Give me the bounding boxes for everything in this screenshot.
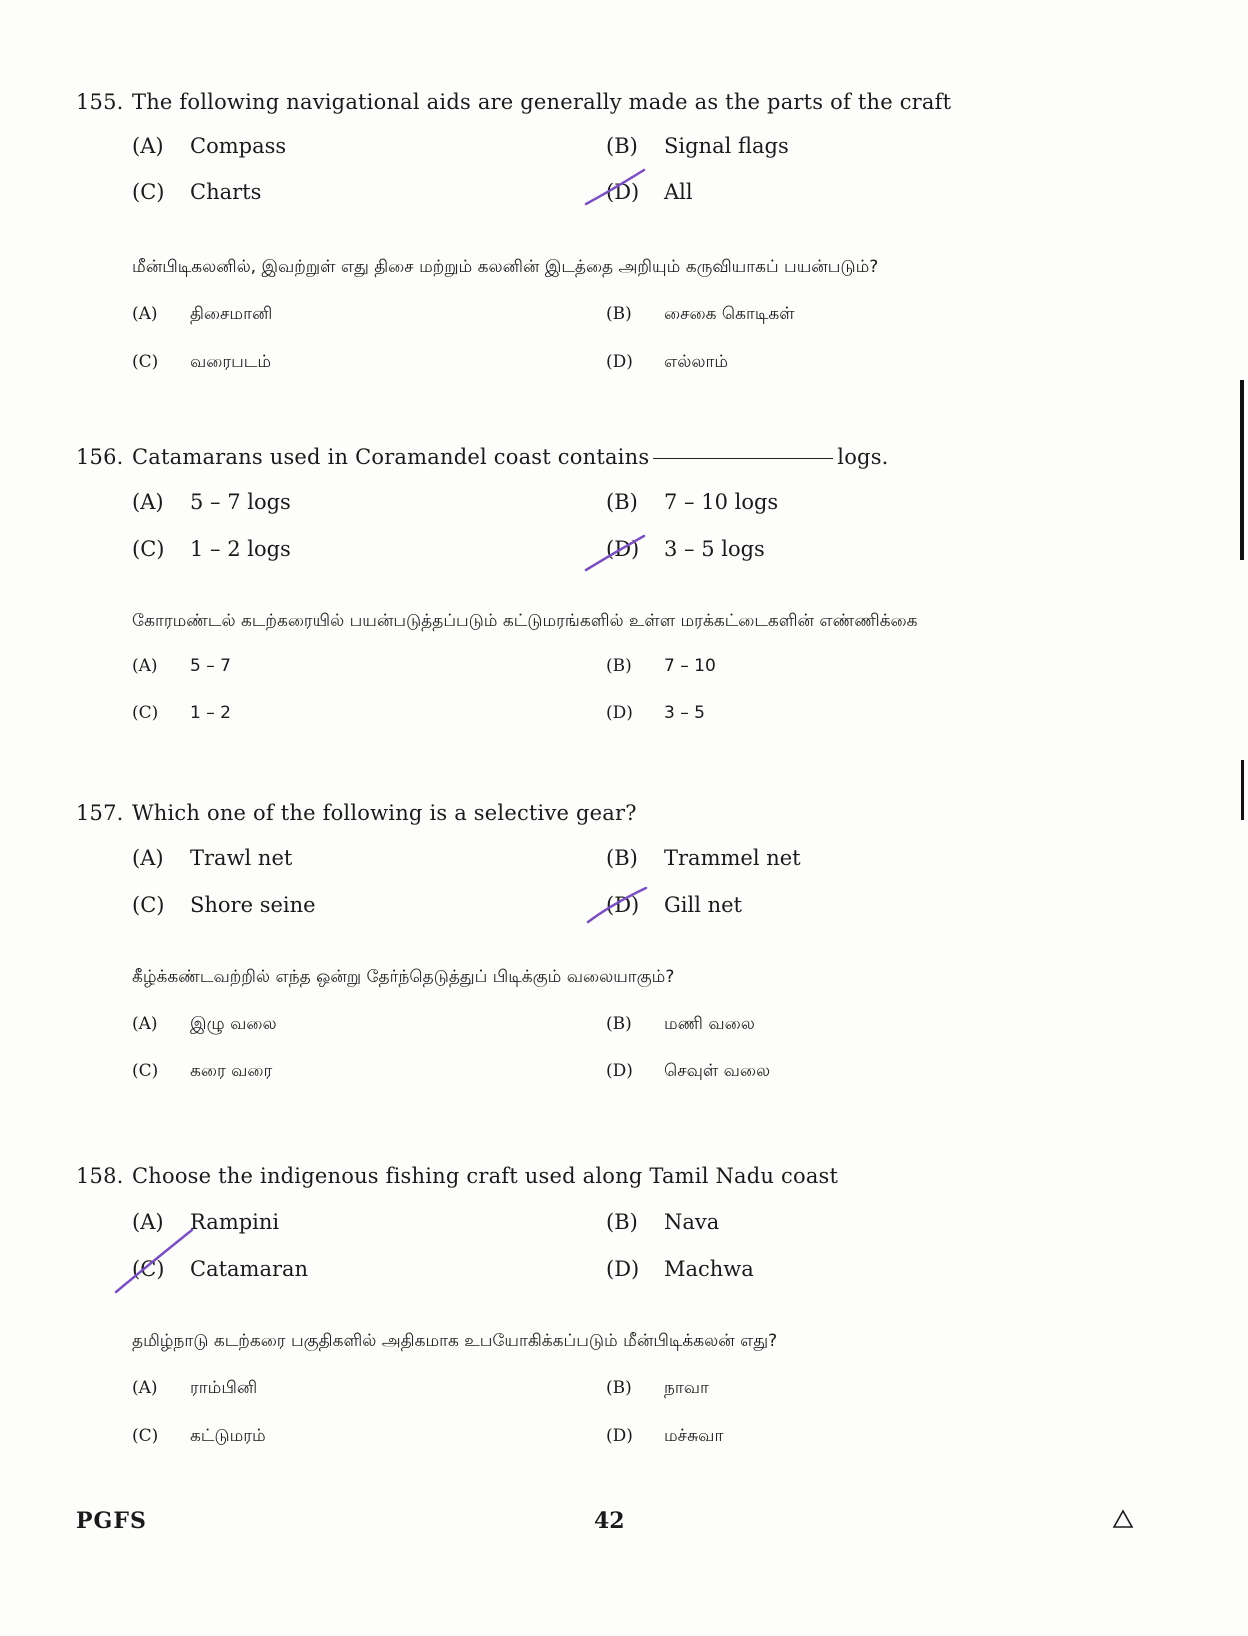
- question-text: [76, 90, 951, 114]
- option-d: [606, 537, 765, 561]
- option-label: (D): [606, 703, 633, 723]
- option-text: 3 – 5: [664, 703, 705, 723]
- option-label: (A): [132, 846, 164, 870]
- option-label: (A): [132, 656, 158, 676]
- option-d: [606, 893, 742, 917]
- option-label: (B): [606, 1014, 632, 1034]
- option-label: (B): [606, 846, 638, 870]
- option-a: [132, 134, 286, 158]
- option-text: Nava: [664, 1210, 720, 1234]
- tamil-option-c: [132, 1426, 266, 1448]
- option-label: (C): [132, 703, 159, 723]
- option-text: 3 – 5 logs: [664, 537, 765, 561]
- option-text: All: [664, 180, 693, 204]
- option-text: திசைமானி: [190, 304, 273, 324]
- option-label: (D): [606, 537, 640, 561]
- option-label: (B): [606, 656, 632, 676]
- tamil-question-text: மீன்பிடிகலனில், இவற்றுள் எது திசை மற்றும் கலனின் இடத்தை அறியும் கருவியாகப் பயன்படும்?: [132, 257, 879, 277]
- option-label: (C): [132, 1426, 159, 1446]
- option-text: 5 – 7 logs: [190, 490, 291, 514]
- option-text: 7 – 10: [664, 656, 716, 676]
- option-text: 5 – 7: [190, 656, 231, 676]
- option-label: (C): [132, 1061, 159, 1081]
- question-stem-end: logs.: [837, 445, 889, 469]
- option-label: (A): [132, 134, 164, 158]
- option-text: Trammel net: [664, 846, 801, 870]
- tamil-option-b: [606, 1014, 755, 1036]
- tamil-option-d: [606, 352, 728, 374]
- option-text: கரை வரை: [190, 1061, 273, 1081]
- scan-edge-mark: [1240, 380, 1244, 560]
- option-d: [606, 180, 693, 204]
- option-label: (D): [606, 352, 633, 372]
- option-label: (B): [606, 304, 632, 324]
- option-text: இழு வலை: [190, 1014, 277, 1034]
- option-label: (C): [132, 180, 165, 204]
- tamil-option-a: [132, 656, 231, 676]
- option-label: (B): [606, 1210, 638, 1234]
- option-c: [132, 180, 261, 204]
- tamil-option-c: [132, 1061, 272, 1083]
- tamil-option-c: [132, 703, 231, 723]
- option-label: (C): [132, 352, 159, 372]
- tamil-option-a: [132, 1378, 257, 1400]
- question-text: [76, 1164, 838, 1188]
- option-label: (C): [132, 1257, 165, 1281]
- option-text: வரைபடம்: [190, 352, 271, 372]
- tamil-option-a: [132, 1014, 277, 1036]
- option-c: [132, 1257, 308, 1281]
- page-number: 42: [594, 1508, 625, 1534]
- option-label: (C): [132, 537, 165, 561]
- option-text: 1 – 2: [190, 703, 231, 723]
- triangle-icon: [1112, 1508, 1134, 1530]
- option-label: (D): [606, 180, 640, 204]
- option-c: [132, 537, 291, 561]
- tamil-question-text: கோரமண்டல் கடற்கரையில் பயன்படுத்தப்படும் கட்டுமரங்களில் உள்ள மரக்கட்டைகளின் எண்ணிக்கை: [132, 611, 918, 631]
- option-text: ராம்பினி: [190, 1378, 258, 1398]
- option-text: Gill net: [664, 893, 742, 917]
- option-label: (B): [606, 134, 638, 158]
- paper-code: PGFS: [76, 1508, 147, 1534]
- option-text: கட்டுமரம்: [190, 1426, 266, 1446]
- option-label: (B): [606, 490, 638, 514]
- tamil-question-text: தமிழ்நாடு கடற்கரை பகுதிகளில் அதிகமாக உபயோகிக்கப்படும் மீன்பிடிக்கலன் எது?: [132, 1331, 778, 1351]
- question-number: 158.: [76, 1164, 124, 1188]
- option-a: [132, 490, 291, 514]
- option-label: (A): [132, 304, 158, 324]
- option-text: Machwa: [664, 1257, 754, 1281]
- option-label: (D): [606, 1257, 640, 1281]
- answer-blank: [653, 458, 833, 459]
- option-b: [606, 846, 801, 870]
- question-stem: Catamarans used in Coramandel coast contains: [132, 445, 650, 469]
- question-number: 155.: [76, 90, 124, 114]
- option-label: (A): [132, 490, 164, 514]
- option-text: Trawl net: [190, 846, 293, 870]
- option-label: (A): [132, 1014, 158, 1034]
- option-b: [606, 1210, 719, 1234]
- option-a: [132, 846, 292, 870]
- option-label: (A): [132, 1210, 164, 1234]
- option-text: எல்லாம்: [664, 352, 729, 372]
- tamil-option-c: [132, 352, 271, 374]
- option-b: [606, 134, 789, 158]
- option-text: சைகை கொடிகள்: [664, 304, 795, 324]
- option-a: [132, 1210, 279, 1234]
- option-c: [132, 893, 316, 917]
- tamil-option-d: [606, 1061, 770, 1083]
- question-stem: Choose the indigenous fishing craft used along Tamil Nadu coast: [132, 1164, 839, 1188]
- tamil-option-d: [606, 1426, 723, 1448]
- option-text: Rampini: [190, 1210, 280, 1234]
- option-text: Catamaran: [190, 1257, 309, 1281]
- option-d: [606, 1257, 754, 1281]
- tamil-option-d: [606, 703, 705, 723]
- option-label: (D): [606, 1426, 633, 1446]
- tamil-option-b: [606, 304, 795, 326]
- question-stem: The following navigational aids are generally made as the parts of the craft: [132, 90, 952, 114]
- question-text: [76, 801, 637, 825]
- option-b: [606, 490, 778, 514]
- option-text: 7 – 10 logs: [664, 490, 779, 514]
- scan-edge-mark: [1241, 760, 1244, 820]
- option-label: (C): [132, 893, 165, 917]
- tamil-option-b: [606, 656, 716, 676]
- option-label: (B): [606, 1378, 632, 1398]
- question-text: [76, 445, 889, 469]
- question-number: 156.: [76, 445, 124, 469]
- option-text: செவுள் வலை: [664, 1061, 771, 1081]
- option-text: 1 – 2 logs: [190, 537, 291, 561]
- tamil-question-text: கீழ்க்கண்டவற்றில் எந்த ஒன்று தேர்ந்தெடுத்துப் பிடிக்கும் வலையாகும்?: [132, 967, 675, 987]
- option-text: Charts: [190, 180, 262, 204]
- option-text: மணி வலை: [664, 1014, 755, 1034]
- tamil-option-a: [132, 304, 272, 326]
- option-text: நாவா: [664, 1378, 709, 1398]
- option-text: மச்சுவா: [664, 1426, 724, 1446]
- question-number: 157.: [76, 801, 124, 825]
- tamil-option-b: [606, 1378, 709, 1400]
- option-label: (A): [132, 1378, 158, 1398]
- option-label: (D): [606, 893, 640, 917]
- option-label: (D): [606, 1061, 633, 1081]
- option-text: Signal flags: [664, 134, 789, 158]
- question-stem: Which one of the following is a selective gear?: [132, 801, 637, 825]
- option-text: Shore seine: [190, 893, 316, 917]
- option-text: Compass: [190, 134, 287, 158]
